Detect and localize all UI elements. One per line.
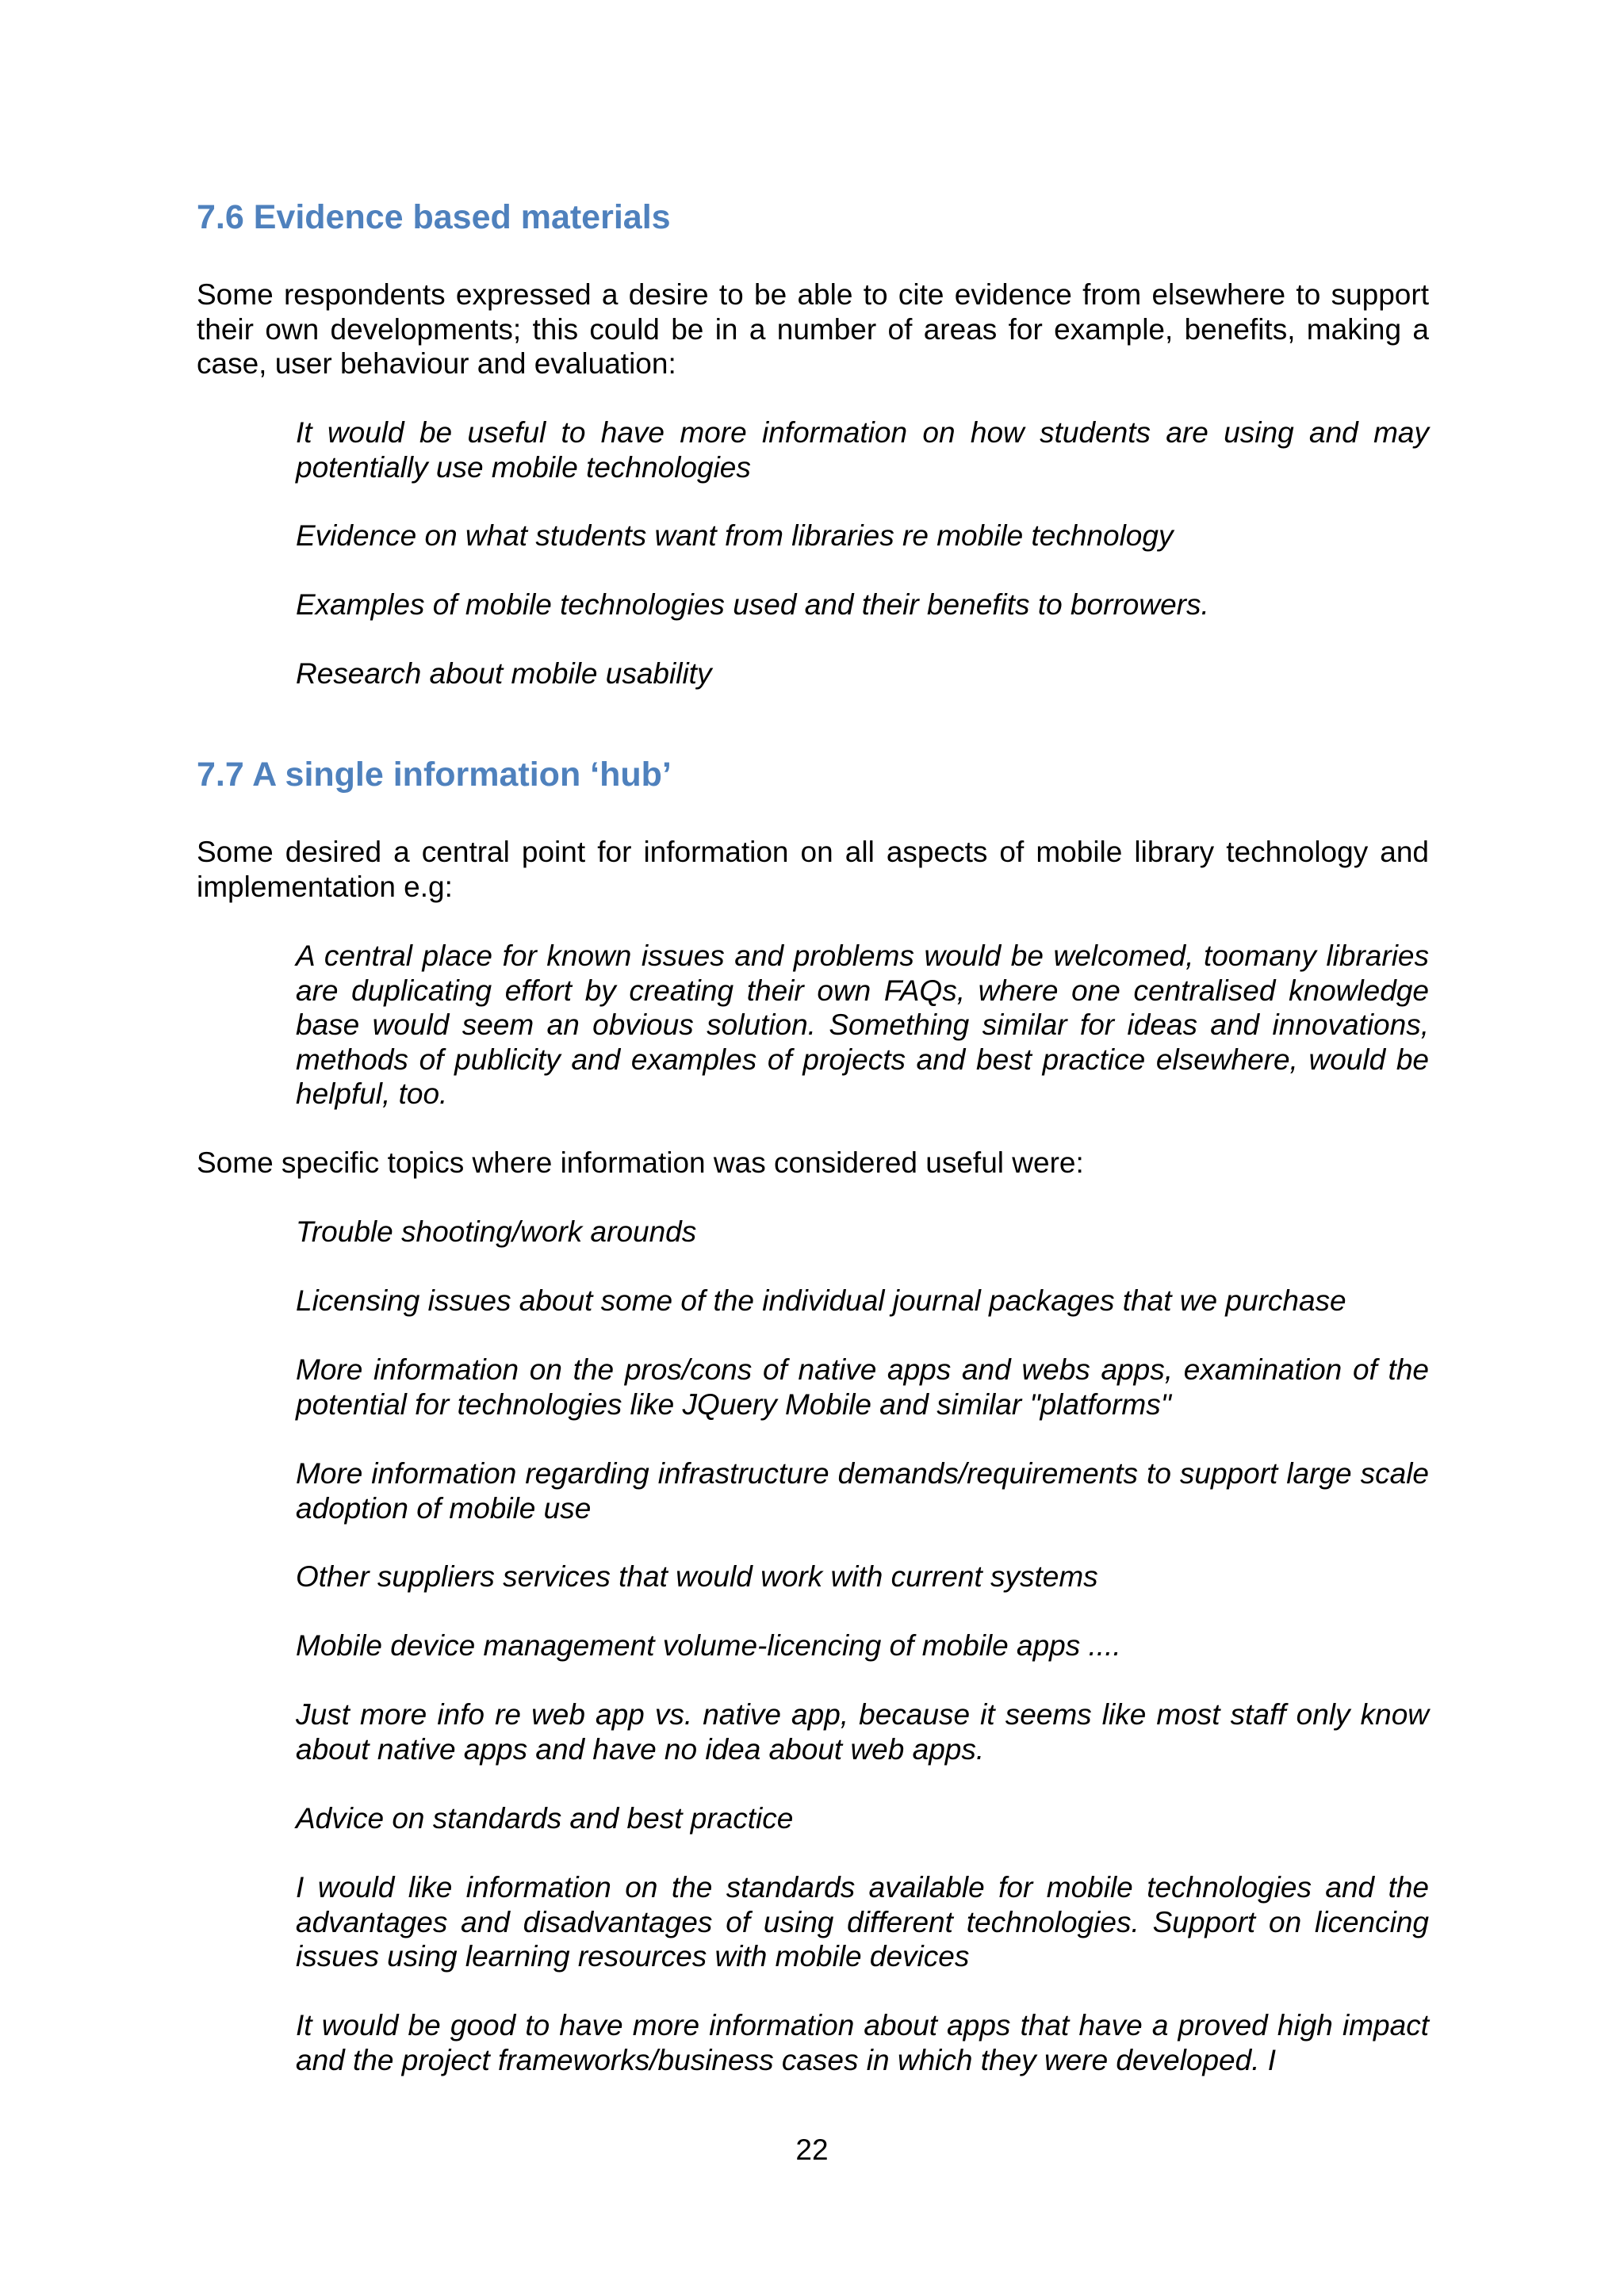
topic-item: Other suppliers services that would work with current systems (296, 1560, 1098, 1593)
quote-item: Research about mobile usability (296, 657, 712, 690)
section-7-6-intro: Some respondents expressed a desire to be able to cite evidence from elsewhere to support their own developments; this could be in a number of areas for example, benefits, making a case, user behaviour and evaluation: (197, 278, 1429, 380)
topic-item: More information regarding infrastructure demands/requirements to support large scale adoption of mobile use (296, 1457, 1429, 1525)
quote-item: Examples of mobile technologies used and their benefits to borrowers. (296, 588, 1209, 621)
quote-item: Evidence on what students want from libraries re mobile technology (296, 519, 1174, 552)
page-number: 22 (795, 2133, 829, 2166)
hub-quote: A central place for known issues and problems would be welcomed, toomany libraries are duplicating effort by creating their own FAQs, where one centralised knowledge base would seem an obvious solution. Something similar for ideas and innovations, methods of publicity and examples of projects and best practice elsewhere, would be helpful, too. (296, 939, 1429, 1110)
section-7-7-intro: Some desired a central point for information on all aspects of mobile library technology and implementation e.g: (197, 836, 1429, 903)
section-heading-7-7: 7.7 A single information ‘hub’ (197, 756, 672, 794)
topic-item: Advice on standards and best practice (296, 1802, 794, 1835)
topic-item: Mobile device management volume-licencing of mobile apps .... (296, 1629, 1121, 1662)
topic-item: I would like information on the standards available for mobile technologies and the advantages and disadvantages of using different technologies. Support on licencing issues using learning resources with mobile devices (296, 1871, 1429, 1973)
section-heading-7-6: 7.6 Evidence based materials (197, 198, 671, 236)
quote-item: It would be useful to have more information on how students are using and may potentially use mobile technologies (296, 416, 1429, 484)
topic-item: Licensing issues about some of the individual journal packages that we purchase (296, 1284, 1346, 1317)
topic-item: Just more info re web app vs. native app, because it seems like most staff only know about native apps and have no idea about web apps. (296, 1698, 1429, 1766)
topics-intro: Some specific topics where information was considered useful were: (197, 1146, 1084, 1179)
topic-item: Trouble shooting/work arounds (296, 1215, 697, 1248)
topic-item: More information on the pros/cons of native apps and webs apps, examination of the potential for technologies like JQuery Mobile and similar "platforms" (296, 1353, 1429, 1421)
topic-item: It would be good to have more information about apps that have a proved high impact and the project frameworks/business cases in which they were developed. I (296, 2009, 1429, 2076)
